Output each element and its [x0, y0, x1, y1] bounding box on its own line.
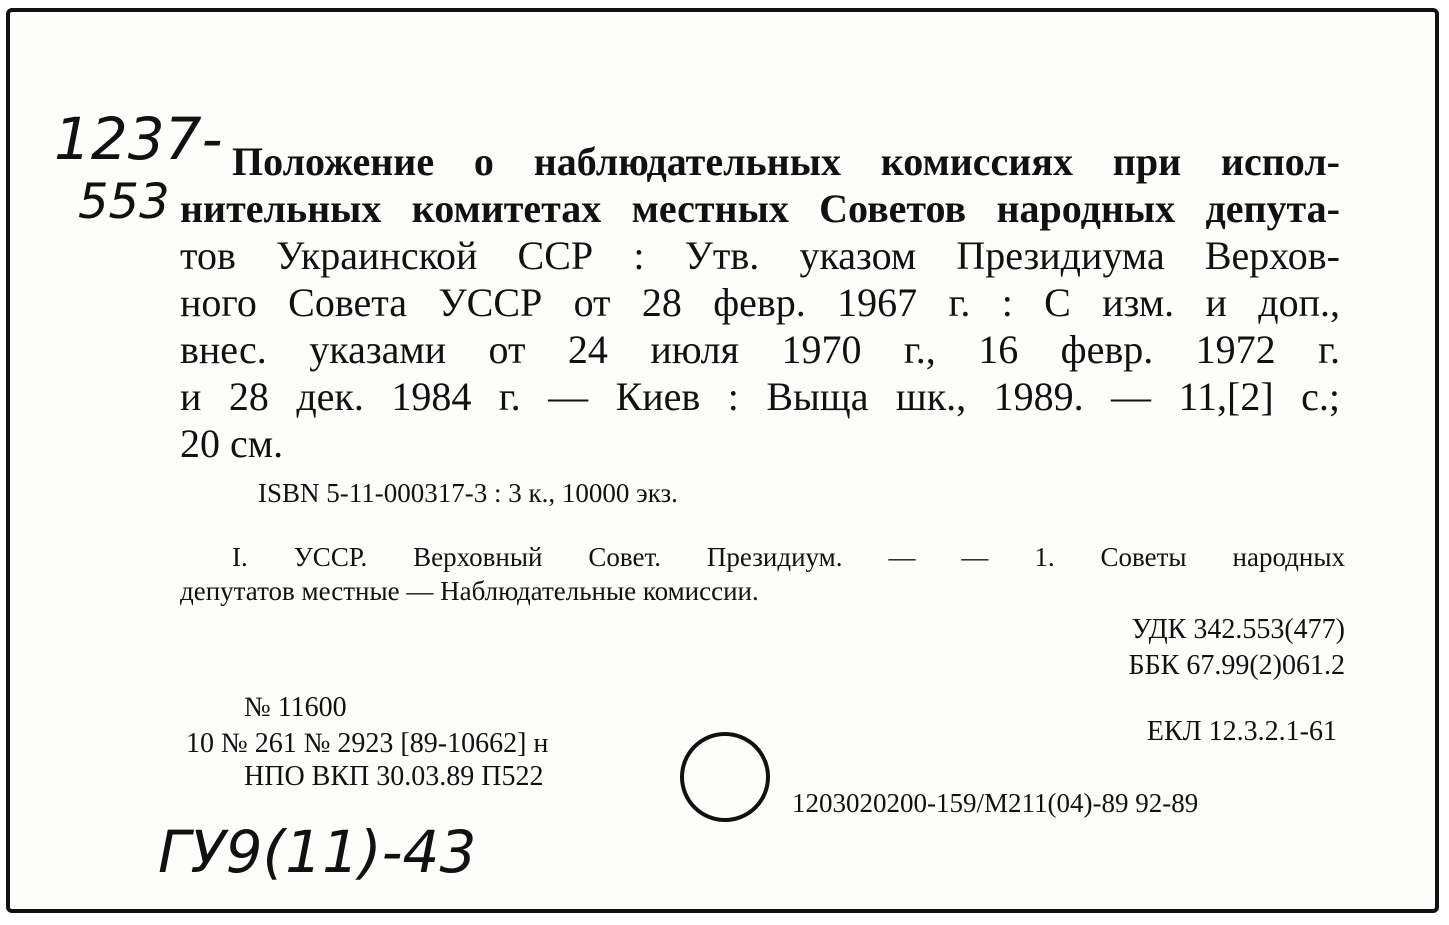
- title-line: ного Совета УССР от 28 февр. 1967 г. : С изм. и доп.,: [180, 280, 1340, 325]
- print-info: [186, 727, 548, 793]
- title-line: Положение о наблюдательных комиссиях при испол-: [232, 139, 1340, 184]
- subject-line: депутатов местные — Наблюдательные комиссии.: [180, 576, 759, 606]
- isbn-line: ISBN 5-11-000317-3 : 3 к., 10000 экз.: [258, 478, 678, 508]
- bbk-code: ББК 67.99(2)061.2: [1128, 650, 1345, 681]
- circle-mark-icon: [680, 732, 770, 822]
- title-line: тов Украинской ССР : Утв. указом Президиума Верхов-: [180, 233, 1340, 278]
- title-line: 20 см.: [180, 421, 284, 466]
- print-line: НПО ВКП 30.03.89 П522: [244, 761, 544, 792]
- handwritten-number-second: 553: [78, 174, 170, 230]
- title-line: нительных комитетах местных Советов народных депута-: [180, 186, 1340, 231]
- bibliographic-description: [180, 138, 1340, 467]
- classification-block: [1129, 612, 1345, 684]
- udk-code: УДК 342.553(477): [1131, 614, 1345, 645]
- title-line: внес. указами от 24 июля 1970 г., 16 февр. 1972 г.: [180, 327, 1340, 372]
- handwritten-note-bottom: ГУ9(11)-43: [158, 818, 477, 886]
- print-line: 10 № 261 № 2923 [89-10662] н: [186, 728, 549, 759]
- title-line: и 28 дек. 1984 г. — Киев : Выща шк., 1989. — 11,[2] с.;: [180, 374, 1340, 419]
- handwritten-number-top: 1237-: [54, 105, 223, 173]
- subject-headings: [180, 540, 1345, 608]
- subject-line: I. УССР. Верховный Совет. Президиум. — — 1. Советы народных: [232, 542, 1345, 572]
- ekl-code: ЕКЛ 12.3.2.1-61: [1146, 716, 1337, 747]
- classification-code: 1203020200-159/М211(04)-89 92-89: [792, 788, 1199, 818]
- card-number: № 11600: [244, 692, 347, 723]
